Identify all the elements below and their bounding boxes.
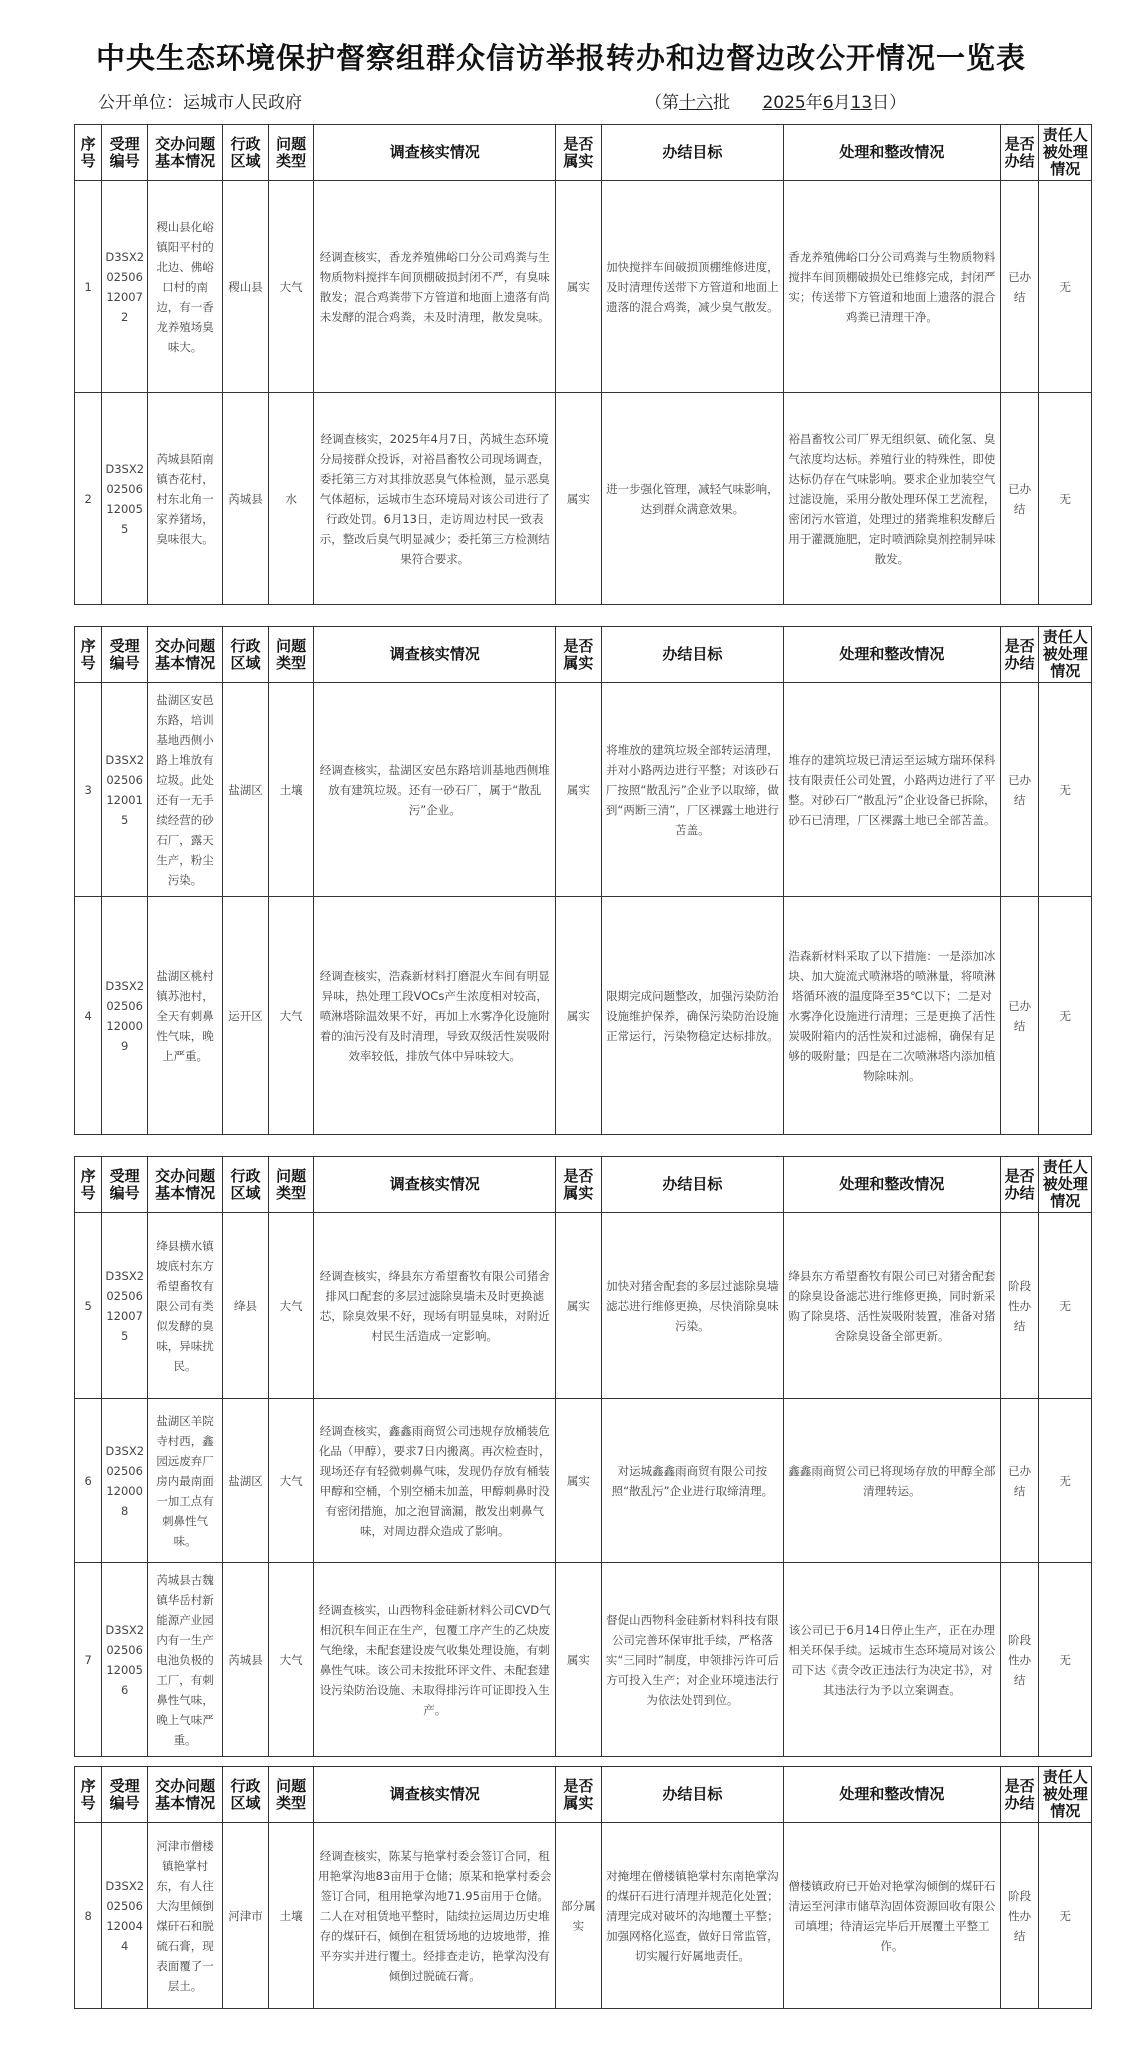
cell-goal: 限期完成问题整改，加强污染防治设施维护保养，确保污染防治设施正常运行，污染物稳定达标排放。: [601, 897, 783, 1135]
cell-issue: 稷山县化峪镇阳平村的北边、佛峪口村的南边，有一香龙养殖场臭味大。: [147, 181, 222, 393]
cell-true: 属实: [556, 1213, 602, 1399]
header-goal: 办结目标: [601, 125, 783, 181]
header-true: 是否属实: [556, 1767, 602, 1823]
cell-issue: 河津市僧楼镇艳掌村东，有人往大沟里倾倒煤矸石和脱硫石膏，现表面覆了一层土。: [147, 1823, 222, 2009]
header-code: 受理编号: [102, 627, 148, 683]
cell-issue: 盐湖区安邑东路，培训基地西侧小路上堆放有垃圾。此处还有一无手续经营的砂石厂，露天生产，粉尘污染。: [147, 683, 222, 897]
cell-region: 芮城县: [223, 393, 269, 605]
cell-seq: 2: [75, 393, 102, 605]
table-row: [75, 683, 1092, 897]
header-verify: 调查核实情况: [314, 1157, 556, 1213]
cell-verify: 经调查核实，2025年4月7日，芮城生态环境分局接群众投诉，对裕昌畜牧公司现场调查，委托第三方对其排放恶臭气体检测，显示恶臭气体超标，运城市生态环境局对该公司进行了行政处罚。6月13日，走访周边村民一致表示，整改后臭气明显减少；委托第三方检测结果符合要求。: [314, 393, 556, 605]
cell-code: D3SX2 02506 12007 5: [102, 1213, 148, 1399]
header-issue: 交办问题基本情况: [147, 125, 222, 181]
cell-true: 属实: [556, 1563, 602, 1757]
cell-true: 属实: [556, 1399, 602, 1563]
cell-fix: 僧楼镇政府已开始对艳掌沟倾倒的煤矸石清运至河津市储草沟固体资源回收有限公司填埋；待清运完毕后开展覆土平整工作。: [784, 1823, 1001, 2009]
header-code: 受理编号: [102, 125, 148, 181]
header-code: 受理编号: [102, 1157, 148, 1213]
cell-done: 已办结: [1000, 1399, 1039, 1563]
header-seq: 序号: [75, 1767, 102, 1823]
cell-region: 河津市: [223, 1823, 269, 2009]
cell-seq: 1: [75, 181, 102, 393]
header-issue: 交办问题基本情况: [147, 627, 222, 683]
table-row: [75, 1399, 1092, 1563]
header-region: 行政区域: [223, 627, 269, 683]
cell-resp: 无: [1039, 897, 1092, 1135]
cell-type: 大气: [268, 1563, 314, 1757]
cell-verify: 经调查核实，浩森新材料打磨混火车间有明显异味，热处理工段VOCs产生浓度相对较高，喷淋塔除温效果不好，再加上水雾净化设施附着的油污没有及时清理，导致双级活性炭吸附效率较低，排放气体中异味较大。: [314, 897, 556, 1135]
cell-region: 绛县: [223, 1213, 269, 1399]
cell-region: 盐湖区: [223, 683, 269, 897]
batch-mid: 批: [713, 93, 730, 113]
cell-region: 芮城县: [223, 1563, 269, 1757]
header-goal: 办结目标: [601, 627, 783, 683]
header-done: 是否办结: [1000, 627, 1039, 683]
cell-goal: 对掩埋在僧楼镇艳掌村东南艳掌沟的煤矸石进行清理并规范化处置；清理完成对破坏的沟地覆土平整；加强网格化巡查，做好日常监管，切实履行好属地责任。: [601, 1823, 783, 2009]
header-region: 行政区域: [223, 125, 269, 181]
cell-region: 盐湖区: [223, 1399, 269, 1563]
header-verify: 调查核实情况: [314, 627, 556, 683]
cell-resp: 无: [1039, 393, 1092, 605]
cell-verify: 经调查核实，盐湖区安邑东路培训基地西侧堆放有建筑垃圾。还有一砂石厂，属于“散乱污”企业。: [314, 683, 556, 897]
header-fix: 处理和整改情况: [784, 125, 1001, 181]
header-type: 问题类型: [268, 1767, 314, 1823]
header-row: [75, 1157, 1092, 1213]
cell-issue: 盐湖区桃村镇苏池村，全天有刺鼻性气味，晚上严重。: [147, 897, 222, 1135]
header-resp: 责任人被处理情况: [1039, 125, 1092, 181]
page-title: 中央生态环境保护督察组群众信访举报转办和边督边改公开情况一览表: [95, 41, 1026, 75]
batch-month: 6: [822, 93, 834, 113]
cell-issue: 芮城县陌南镇杏花村，村东北角一家养猪场，臭味很大。: [147, 393, 222, 605]
cell-resp: 无: [1039, 1823, 1092, 2009]
cell-fix: 香龙养殖佛峪口分公司鸡粪与生物质物料搅拌车间顶棚破损处已维修完成，封闭严实；传送带下方管道和地面上遗落的混合鸡粪已清理干净。: [784, 181, 1001, 393]
cell-type: 大气: [268, 897, 314, 1135]
cell-resp: 无: [1039, 181, 1092, 393]
cell-code: D3SX2 02506 12005 5: [102, 393, 148, 605]
header-issue: 交办问题基本情况: [147, 1767, 222, 1823]
batch-year: 2025: [762, 93, 806, 113]
cell-fix: 绛县东方希望畜牧有限公司已对猪舍配套的除臭设备滤芯进行维修更换，同时新采购了除臭塔、活性炭吸附装置，准备对猪舍除臭设备全部更新。: [784, 1213, 1001, 1399]
table-row: [75, 1213, 1092, 1399]
table-row: [75, 1563, 1092, 1757]
cell-type: 大气: [268, 1213, 314, 1399]
cell-resp: 无: [1039, 1563, 1092, 1757]
cell-issue: 绛县横水镇坡底村东方希望畜牧有限公司有类似发酵的臭味，异味扰民。: [147, 1213, 222, 1399]
cell-seq: 7: [75, 1563, 102, 1757]
cell-resp: 无: [1039, 683, 1092, 897]
report-table-1: [74, 124, 1092, 605]
cell-issue: 盐湖区羊院寺村西，鑫园远废弃厂房内最南面一加工点有刺鼻性气味。: [147, 1399, 222, 1563]
cell-done: 阶段性办结: [1000, 1563, 1039, 1757]
cell-done: 已办结: [1000, 897, 1039, 1135]
header-fix: 处理和整改情况: [784, 1767, 1001, 1823]
cell-code: D3SX2 02506 12000 9: [102, 897, 148, 1135]
cell-code: D3SX2 02506 12000 8: [102, 1399, 148, 1563]
cell-goal: 将堆放的建筑垃圾全部转运清理，并对小路两边进行平整；对该砂石厂按照“散乱污”企业予以取缔，做到“两断三清”，厂区裸露土地进行苫盖。: [601, 683, 783, 897]
header-verify: 调查核实情况: [314, 125, 556, 181]
header-seq: 序号: [75, 1157, 102, 1213]
header-fix: 处理和整改情况: [784, 1157, 1001, 1213]
header-true: 是否属实: [556, 1157, 602, 1213]
header-resp: 责任人被处理情况: [1039, 627, 1092, 683]
header-type: 问题类型: [268, 627, 314, 683]
cell-done: 已办结: [1000, 393, 1039, 605]
cell-fix: 鑫鑫雨商贸公司已将现场存放的甲醇全部清理转运。: [784, 1399, 1001, 1563]
cell-code: D3SX2 02506 12005 6: [102, 1563, 148, 1757]
cell-seq: 4: [75, 897, 102, 1135]
batch-m: 月: [833, 93, 851, 113]
batch-number: 十六: [679, 93, 713, 113]
cell-fix: 裕昌畜牧公司厂界无组织氨、硫化氢、臭气浓度均达标。养殖行业的特殊性，即使达标仍存在气味影响。要求企业加装空气过滤设施，采用分散处理环保工艺流程，密闭污水管道，处理过的猪粪堆积发酵后用于灌溉施肥，定时喷洒除臭剂控制异味散发。: [784, 393, 1001, 605]
cell-type: 大气: [268, 1399, 314, 1563]
cell-seq: 8: [75, 1823, 102, 2009]
header-done: 是否办结: [1000, 1157, 1039, 1213]
cell-goal: 对运城鑫鑫雨商贸有限公司按照“散乱污”企业进行取缔清理。: [601, 1399, 783, 1563]
cell-goal: 加快搅拌车间破损顶棚维修进度，及时清理传送带下方管道和地面上遗落的混合鸡粪，减少臭气散发。: [601, 181, 783, 393]
header-fix: 处理和整改情况: [784, 627, 1001, 683]
cell-verify: 经调查核实，陈某与艳掌村委会签订合同，租用艳掌沟地83亩用于仓储；原某和艳掌村委会签订合同，租用艳掌沟地71.95亩用于仓储。二人在对租赁地平整时，陆续拉运周边历史堆存的煤矸石，倾倒在租赁场地的边坡地带，推平夯实并进行覆土。经排查走访，艳掌沟没有倾倒过脱硫石膏。: [314, 1823, 556, 2009]
header-region: 行政区域: [223, 1157, 269, 1213]
cell-type: 土壤: [268, 683, 314, 897]
cell-fix: 浩森新材料采取了以下措施：一是添加冰块、加大旋流式喷淋塔的喷淋量，将喷淋塔循环液的温度降至35℃以下；二是对水雾净化设施进行清理；三是更换了活性炭吸附箱内的活性炭和过滤棉，确保有足够的吸附量；四是在二次喷淋塔内添加植物除味剂。: [784, 897, 1001, 1135]
header-resp: 责任人被处理情况: [1039, 1157, 1092, 1213]
cell-done: 已办结: [1000, 181, 1039, 393]
batch-day: 13: [850, 93, 873, 113]
cell-region: 运开区: [223, 897, 269, 1135]
cell-fix: 堆存的建筑垃圾已清运至运城方瑞环保科技有限责任公司处置，小路两边进行了平整。对砂石厂“散乱污”企业设备已拆除，砂石已清理，厂区裸露土地已全部苫盖。: [784, 683, 1001, 897]
cell-true: 属实: [556, 181, 602, 393]
table-row: [75, 1823, 1092, 2009]
report-table-4: [74, 1766, 1092, 2009]
cell-type: 大气: [268, 181, 314, 393]
cell-code: D3SX2 02506 12007 2: [102, 181, 148, 393]
cell-true: 属实: [556, 897, 602, 1135]
cell-seq: 5: [75, 1213, 102, 1399]
cell-true: 属实: [556, 393, 602, 605]
cell-true: 部分属实: [556, 1823, 602, 2009]
cell-goal: 进一步强化管理，减轻气味影响，达到群众满意效果。: [601, 393, 783, 605]
cell-seq: 6: [75, 1399, 102, 1563]
header-type: 问题类型: [268, 125, 314, 181]
header-seq: 序号: [75, 125, 102, 181]
table-row: [75, 897, 1092, 1135]
cell-done: 阶段性办结: [1000, 1823, 1039, 2009]
cell-done: 阶段性办结: [1000, 1213, 1039, 1399]
cell-verify: 经调查核实，香龙养殖佛峪口分公司鸡粪与生物质物料搅拌车间顶棚破损封闭不严，有臭味散发；混合鸡粪带下方管道和地面上遗落有尚未发酵的混合鸡粪，未及时清理，散发臭味。: [314, 181, 556, 393]
cell-verify: 经调查核实，山西物科金硅新材料公司CVD气相沉积车间正在生产，包覆工序产生的乙炔废气绝缘，未配套建设废气收集处理设施，有刺鼻性气味。该公司未按批环评文件、未配套建设污染防治设施、未取得排污许可证即投入生产。: [314, 1563, 556, 1757]
table-row: [75, 393, 1092, 605]
cell-done: 已办结: [1000, 683, 1039, 897]
cell-goal: 加快对猪舍配套的多层过滤除臭墙滤芯进行维修更换，尽快消除臭味污染。: [601, 1213, 783, 1399]
header-goal: 办结目标: [601, 1157, 783, 1213]
cell-resp: 无: [1039, 1213, 1092, 1399]
header-row: [75, 627, 1092, 683]
header-issue: 交办问题基本情况: [147, 1157, 222, 1213]
report-table-2: [74, 626, 1092, 1135]
header-done: 是否办结: [1000, 125, 1039, 181]
header-verify: 调查核实情况: [314, 1767, 556, 1823]
cell-seq: 3: [75, 683, 102, 897]
header-seq: 序号: [75, 627, 102, 683]
header-resp: 责任人被处理情况: [1039, 1767, 1092, 1823]
cell-type: 水: [268, 393, 314, 605]
cell-verify: 经调查核实，绛县东方希望畜牧有限公司猪舍排风口配套的多层过滤除臭墙未及时更换滤芯，除臭效果不好，现场有明显臭味，对附近村民生活造成一定影响。: [314, 1213, 556, 1399]
header-row: [75, 125, 1092, 181]
cell-code: D3SX2 02506 12004 4: [102, 1823, 148, 2009]
cell-type: 土壤: [268, 1823, 314, 2009]
header-region: 行政区域: [223, 1767, 269, 1823]
cell-verify: 经调查核实，鑫鑫雨商贸公司违规存放桶装危化品（甲醇），要求7日内搬离。再次检查时，现场还存有轻微刺鼻气味，发现仍存放有桶装甲醇和空桶，个别空桶未加盖，甲醇刺鼻时没有密闭措施，加之泡冒滴漏，散发出刺鼻气味，对周边群众造成了影响。: [314, 1399, 556, 1563]
batch-info: [645, 88, 906, 113]
table-row: [75, 181, 1092, 393]
cell-code: D3SX2 02506 12001 5: [102, 683, 148, 897]
header-true: 是否属实: [556, 125, 602, 181]
header-row: [75, 1767, 1092, 1823]
header-done: 是否办结: [1000, 1767, 1039, 1823]
cell-fix: 该公司已于6月14日停止生产，正在办理相关环保手续。运城市生态环境局对该公司下达《责令改正违法行为决定书》，对其违法行为予以立案调查。: [784, 1563, 1001, 1757]
report-table-3: [74, 1156, 1092, 1757]
header-goal: 办结目标: [601, 1767, 783, 1823]
header-true: 是否属实: [556, 627, 602, 683]
cell-goal: 督促山西物科金硅新材料科技有限公司完善环保审批手续，严格落实“三同时”制度，申领排污许可后方可投入生产；对企业环境违法行为依法处罚到位。: [601, 1563, 783, 1757]
cell-resp: 无: [1039, 1399, 1092, 1563]
batch-prefix: （第: [645, 93, 679, 113]
cell-issue: 芮城县古魏镇华岳村新能源产业园内有一生产电池负极的工厂，有刺鼻性气味，晚上气味严重。: [147, 1563, 222, 1757]
publishing-unit: 公开单位：运城市人民政府: [98, 93, 302, 113]
header-code: 受理编号: [102, 1767, 148, 1823]
cell-true: 属实: [556, 683, 602, 897]
header-type: 问题类型: [268, 1157, 314, 1213]
cell-region: 稷山县: [223, 181, 269, 393]
batch-y: 年: [805, 93, 823, 113]
batch-d: 日）: [872, 93, 907, 113]
